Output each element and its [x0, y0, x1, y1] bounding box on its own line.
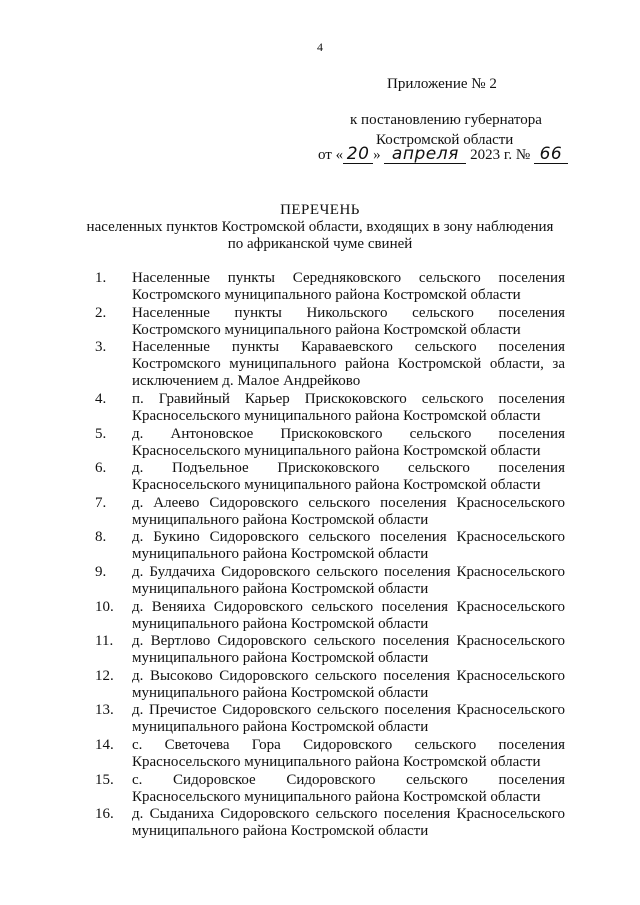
list-item-line2: муниципального района Костромской области — [132, 684, 429, 701]
list-item — [95, 529, 565, 564]
date-day: 20 — [343, 146, 373, 164]
title-subheading-line1: населенных пунктов Костромской области, входящих в зону наблюдения — [86, 219, 554, 235]
list-item-line2: Красносельского муниципального района Костромской области — [132, 442, 541, 459]
list-item — [95, 305, 565, 340]
list-item-text — [132, 305, 565, 339]
list-item-line1: д. Сыданиха Сидоровского сельского поселения Красносельского — [132, 806, 565, 823]
list-item-line1: п. Гравийный Карьер Прискоковского сельского поселения — [132, 391, 565, 408]
list-item-line1: д. Букино Сидоровского сельского поселения Красносельского — [132, 529, 565, 546]
date-month: апреля — [384, 146, 466, 164]
list-item-text — [132, 270, 565, 304]
list-item — [95, 806, 565, 841]
list-item-line2: Красносельского муниципального района Костромской области — [132, 477, 541, 494]
list-item-line1: д. Булдачиха Сидоровского сельского поселения Красносельского — [132, 564, 565, 581]
decree-reference-line2: Костромской области — [376, 132, 514, 148]
list-item-line1: Населенные пункты Середняковского сельского поселения — [132, 270, 565, 286]
list-item-line2: муниципального района Костромской области — [132, 546, 429, 563]
list-item-number: 12. — [95, 667, 114, 684]
list-item — [95, 426, 565, 461]
list-item-number: 7. — [95, 494, 107, 511]
list-item-line2: муниципального района Костромской области — [132, 719, 429, 736]
decree-number: 66 — [534, 146, 568, 164]
list-item-text — [132, 633, 565, 667]
list-item-line2: Костромского муниципального района Костромской области — [132, 287, 521, 303]
list-item-line1: д. Пречистое Сидоровского сельского поселения Красносельского — [132, 702, 565, 719]
list-item-text — [132, 460, 565, 494]
list-item-line2: муниципального района Костромской области — [132, 823, 429, 840]
list-item — [95, 339, 565, 391]
list-item-line1: Населенные пункты Караваевского сельского поселения — [132, 339, 565, 356]
list-item-line1: д. Алеево Сидоровского сельского поселения Красносельского — [132, 494, 565, 511]
decree-reference-line1: к постановлению губернатора — [350, 112, 542, 128]
list-item — [95, 737, 565, 772]
list-item-line2: муниципального района Костромской области — [132, 650, 429, 667]
list-item — [95, 599, 565, 634]
list-item-line2: Красносельского муниципального района Костромской области — [132, 788, 541, 805]
list-item — [95, 633, 565, 668]
list-item-number: 9. — [95, 564, 107, 581]
page-number: 4 — [317, 40, 323, 54]
list-item-line2: муниципального района Костромской области — [132, 581, 429, 598]
list-item-line1: д. Подъельное Прискоковского сельского поселения — [132, 460, 565, 477]
list-item-text — [132, 737, 565, 771]
list-item — [95, 495, 565, 530]
decree-date-number — [318, 146, 568, 164]
list-item-number: 6. — [95, 460, 107, 477]
list-item-number: 15. — [95, 771, 114, 788]
list-item-line1: с. Сидоровское Сидоровского сельского поселения — [132, 771, 565, 788]
list-item-number: 14. — [95, 737, 114, 754]
list-item — [95, 772, 565, 807]
list-item-number: 3. — [95, 339, 107, 356]
appendix-label: Приложение № 2 — [387, 76, 497, 92]
list-item-text — [132, 426, 565, 460]
settlements-list — [95, 270, 565, 841]
list-item-number: 16. — [95, 806, 114, 823]
list-item-text — [132, 495, 565, 529]
list-item-line1: д. Антоновское Прискоковского сельского поселения — [132, 425, 565, 442]
list-item-line2: Красносельского муниципального района Костромской области — [132, 754, 541, 771]
date-quote: » — [373, 147, 381, 163]
list-item-number: 13. — [95, 702, 114, 719]
list-item-number: 2. — [95, 304, 107, 321]
list-item-text — [132, 529, 565, 563]
list-item — [95, 702, 565, 737]
list-item-line1: Населенные пункты Никольского сельского поселения — [132, 304, 565, 321]
list-item-text — [132, 806, 565, 840]
date-year: 2023 г. № — [470, 147, 531, 163]
list-item-text — [132, 668, 565, 702]
list-item — [95, 564, 565, 599]
list-item-number: 1. — [95, 270, 107, 286]
list-item-text — [132, 339, 565, 390]
list-item-number: 8. — [95, 529, 107, 546]
list-item — [95, 460, 565, 495]
list-item-line1: д. Вертлово Сидоровского сельского поселения Красносельского — [132, 633, 565, 650]
list-item-line1: д. Высоково Сидоровского сельского поселения Красносельского — [132, 667, 565, 684]
list-item-line2: Красносельского муниципального района Костромской области — [132, 408, 541, 425]
list-item-number: 5. — [95, 425, 107, 442]
list-item-line1: д. Веняиха Сидоровского сельского поселения Красносельского — [132, 598, 565, 615]
list-item-text — [132, 564, 565, 598]
date-prefix: от « — [318, 147, 344, 163]
list-item-line2: Костромского муниципального района Костромской области, за исключением д. Малое Андрейково — [132, 356, 565, 390]
list-item-number: 11. — [95, 633, 114, 650]
list-item-text — [132, 391, 565, 425]
list-item-line2: муниципального района Костромской области — [132, 615, 429, 632]
list-item-line1: с. Светочева Гора Сидоровского сельского поселения — [132, 737, 565, 754]
list-item — [95, 391, 565, 426]
document-title — [0, 202, 640, 253]
list-item-text — [132, 772, 565, 806]
title-heading: ПЕРЕЧЕНЬ — [280, 202, 360, 218]
list-item — [95, 270, 565, 305]
list-item-number: 4. — [95, 391, 107, 408]
list-item-text — [132, 702, 565, 736]
list-item-line2: Костромского муниципального района Костромской области — [132, 321, 521, 338]
title-subheading-line2: по африканской чуме свиней — [227, 236, 413, 252]
list-item-text — [132, 599, 565, 633]
list-item-line2: муниципального района Костромской области — [132, 511, 429, 528]
list-item — [95, 668, 565, 703]
list-item-number: 10. — [95, 598, 114, 615]
